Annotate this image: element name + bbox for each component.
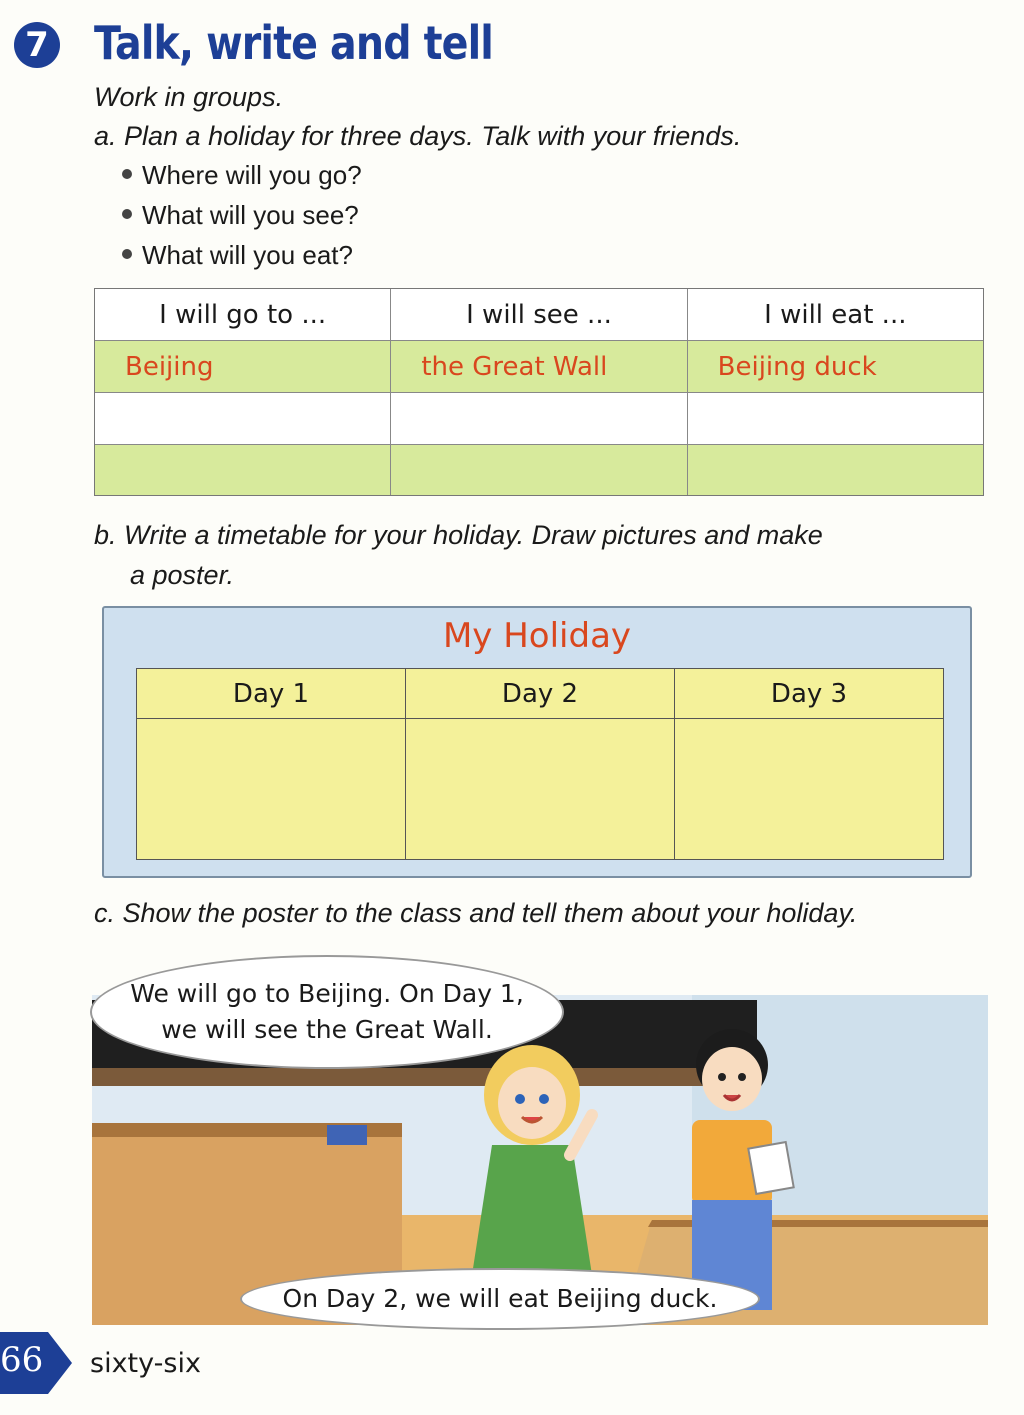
day-2-header: Day 2 (406, 669, 675, 718)
poster-title: My Holiday (442, 616, 632, 656)
bullet-item (122, 160, 362, 191)
page-number-words: sixty-six (90, 1348, 201, 1379)
girl-speech-line-1: We will go to Beijing. On Day 1, (130, 978, 524, 1008)
blank-cell (391, 393, 687, 444)
plan-header-see: I will see ... (391, 289, 687, 340)
example-sight: the Great Wall (391, 341, 687, 392)
bullet-item (122, 240, 353, 271)
day-1-header: Day 1 (137, 669, 406, 718)
bullet-icon (122, 169, 132, 179)
bullet-icon (122, 209, 132, 219)
girl-speech-line-2: we will see the Great Wall. (161, 1015, 493, 1044)
timetable-header (137, 669, 943, 719)
girl-speech-bubble (90, 955, 564, 1069)
section-number-badge: 7 (14, 22, 60, 68)
section-title: Talk, write and tell (94, 16, 493, 70)
instruction-b-line2: a poster. (130, 560, 235, 590)
day-2-cell (406, 719, 675, 859)
blank-cell (95, 445, 391, 495)
instruction-c: c. Show the poster to the class and tell them about your holiday. (94, 898, 858, 928)
plan-table (94, 288, 984, 496)
table-row (95, 393, 983, 445)
bullet-item (122, 200, 359, 231)
holiday-poster (102, 606, 972, 878)
plan-header-eat: I will eat ... (764, 299, 907, 330)
day-1-cell (137, 719, 406, 859)
example-food: Beijing duck (717, 351, 877, 382)
blank-cell (95, 393, 391, 444)
bullet-text: What will you see? (142, 200, 359, 230)
page-number: 66 (0, 1340, 44, 1380)
day-3-header: Day 3 (770, 678, 848, 709)
bullet-text: Where will you go? (142, 160, 362, 190)
plan-header-go: I will go to ... (95, 289, 391, 340)
blank-cell (688, 445, 983, 495)
intro-instruction: Work in groups. (94, 82, 284, 112)
bullet-icon (122, 249, 132, 259)
plan-table-header (95, 289, 983, 341)
boy-speech-bubble (240, 1268, 760, 1330)
blank-cell (391, 445, 687, 495)
bullet-text: What will you eat? (142, 240, 353, 270)
instruction-a: a. Plan a holiday for three days. Talk with your friends. (94, 121, 742, 151)
boy-speech-text: On Day 2, we will eat Beijing duck. (282, 1283, 718, 1313)
day-3-cell (675, 719, 943, 859)
table-row (95, 445, 983, 495)
instruction-b-line1: b. Write a timetable for your holiday. Draw pictures and make (94, 520, 823, 550)
example-place: Beijing (95, 341, 391, 392)
holiday-timetable (136, 668, 944, 860)
table-row (95, 341, 983, 393)
blank-cell (688, 393, 983, 444)
timetable-body (137, 719, 943, 859)
